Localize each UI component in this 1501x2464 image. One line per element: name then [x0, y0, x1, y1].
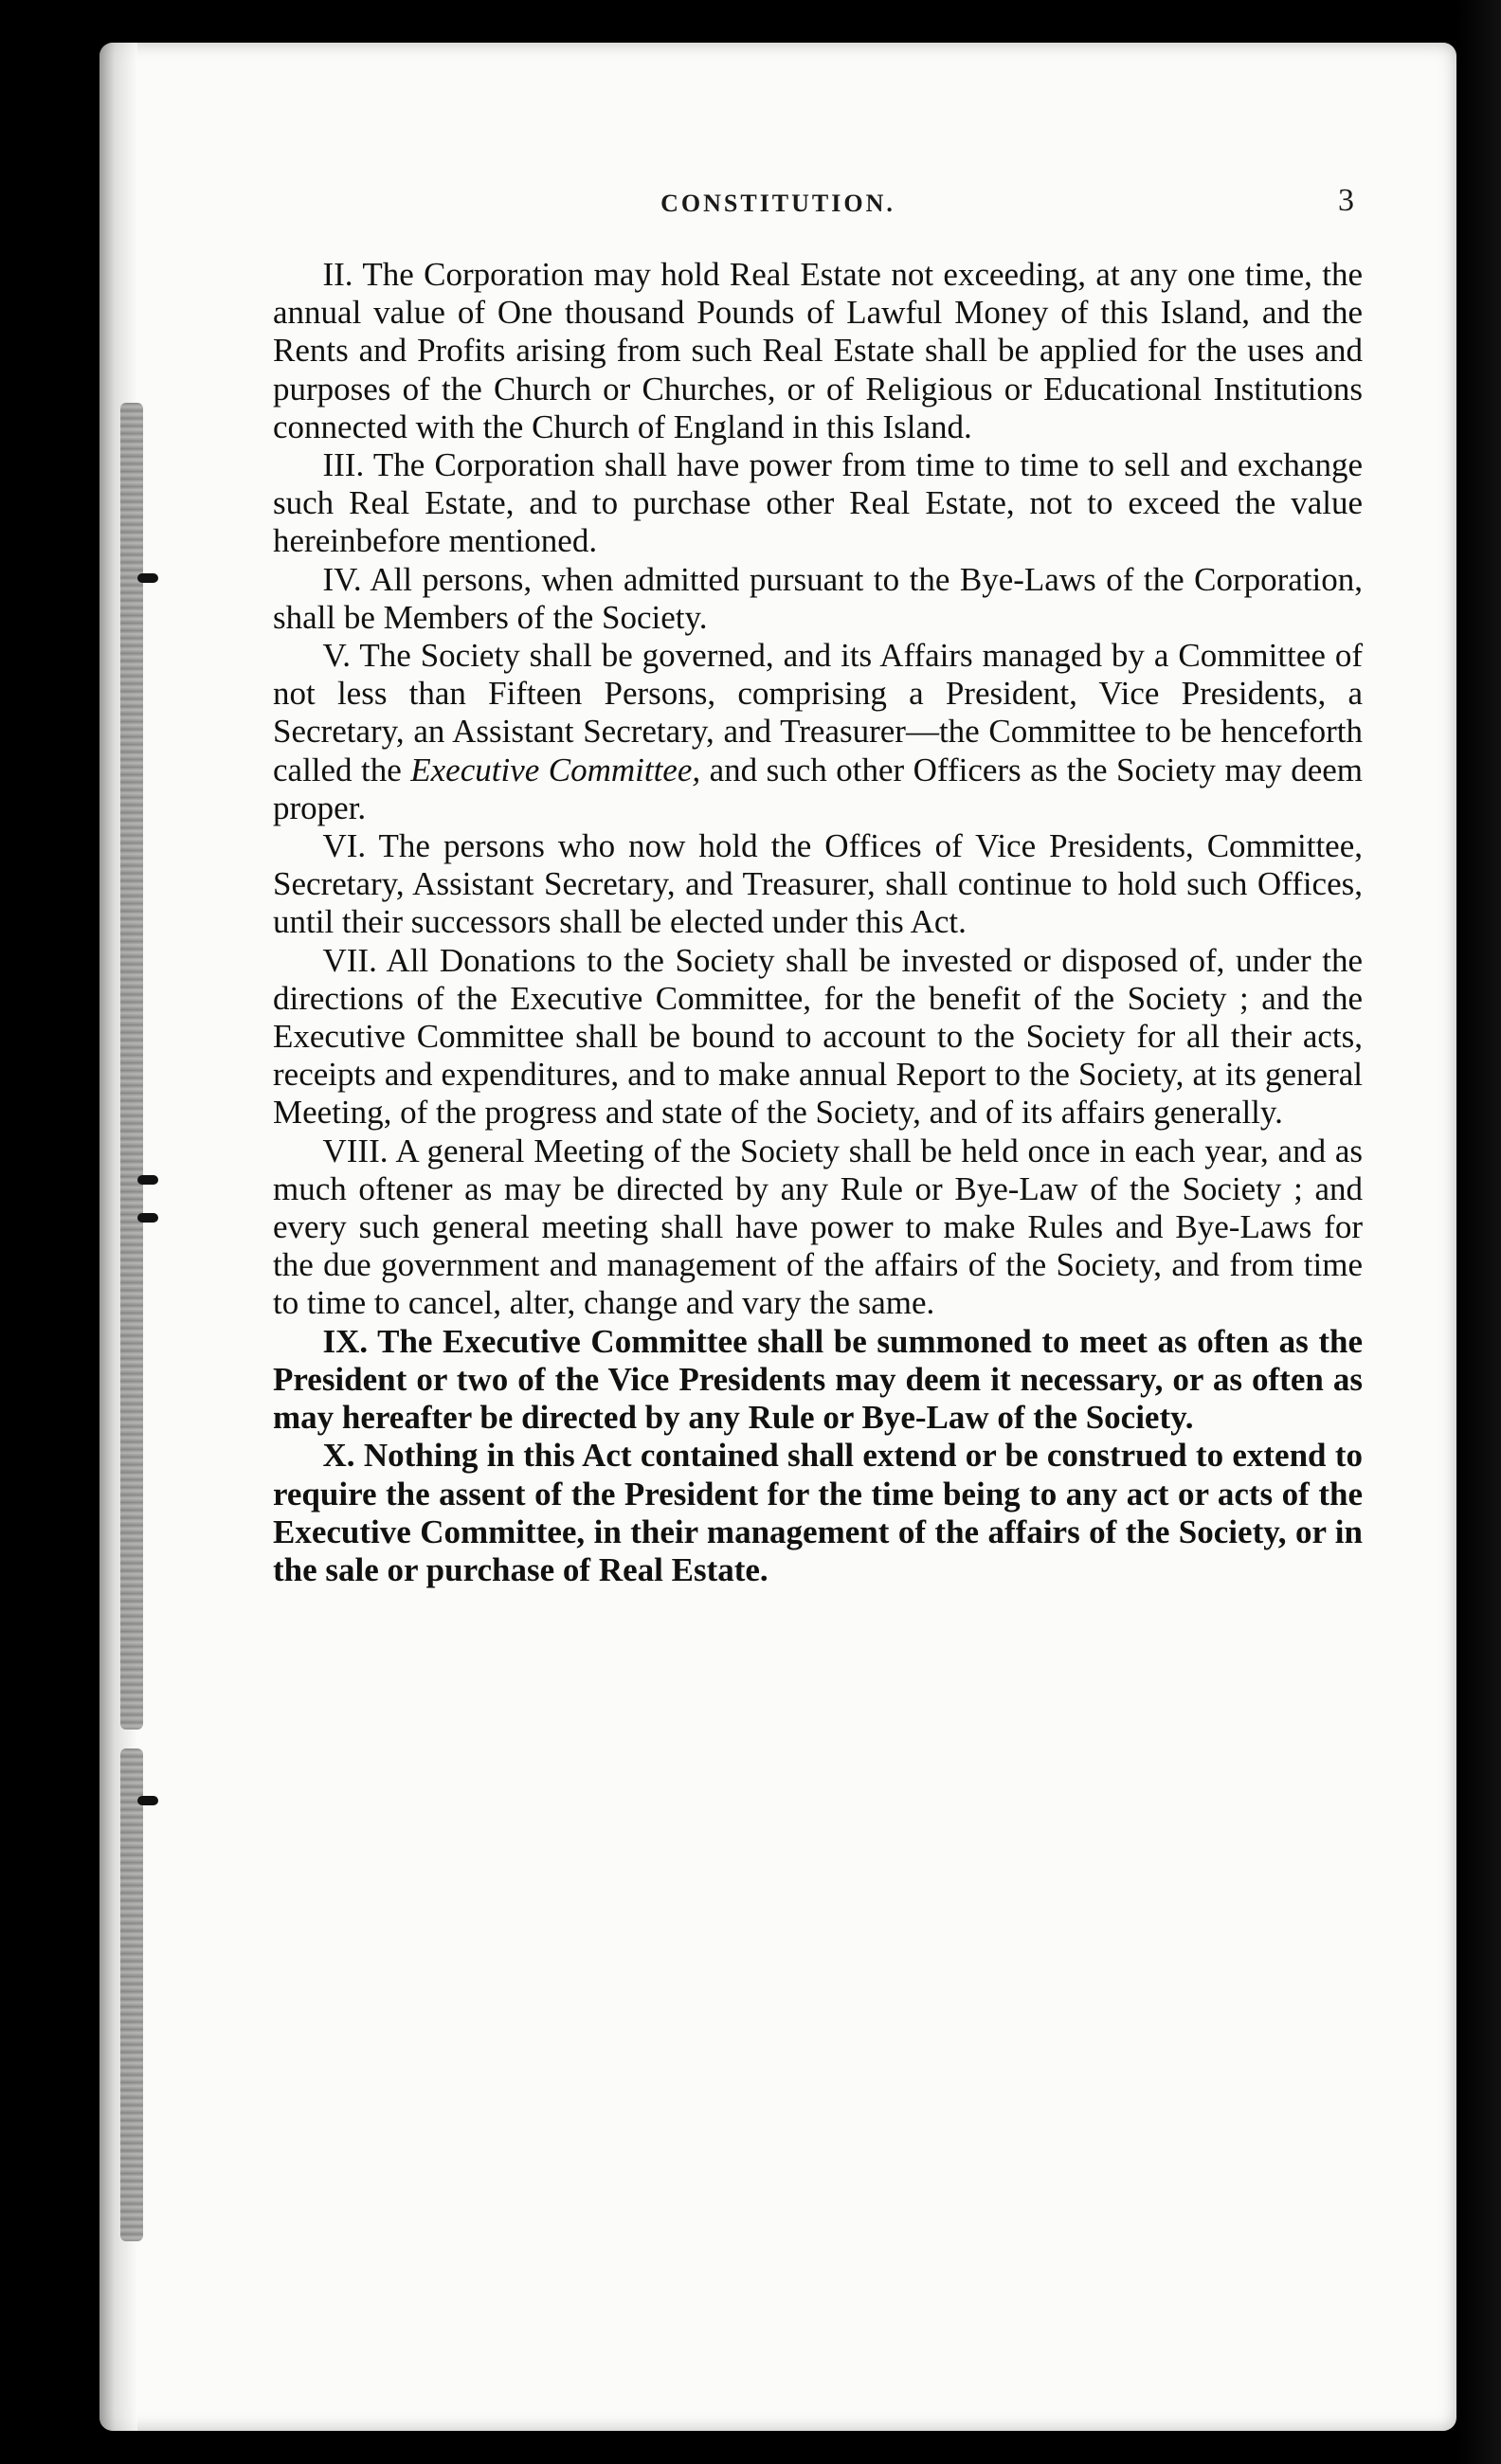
binding-stitch-mark: [137, 1796, 158, 1805]
section-number: X.: [322, 1437, 355, 1475]
section-text: All persons, when admitted pursuant to the Bye-Laws of the Corporation, shall be Members of the Society.: [273, 560, 1363, 636]
section-paragraph: [273, 942, 1363, 1132]
section-paragraph: [273, 561, 1363, 637]
section-text: The Corporation may hold Real Estate not exceeding, at any one time, the annual value of One thousand Pounds of Lawful Money of this Island, and the Rents and Profits arising from such Real Estate shall be applied for the uses and purposes of the Church or Churches, or of Religious or Educational Institutions connected with the Church of England in this Island.: [273, 256, 1364, 445]
section-paragraph: [273, 446, 1363, 561]
section-number: IX.: [322, 1322, 369, 1360]
section-paragraph: [273, 1132, 1363, 1323]
section-paragraph: [273, 637, 1363, 827]
constitution-text: [273, 256, 1363, 1589]
binding-thread: [120, 403, 143, 1730]
section-text: and such other Officers as the Society may deem proper.: [273, 751, 1364, 826]
section-number: VII.: [322, 941, 377, 979]
section-number: III.: [322, 446, 365, 484]
page-number: 3: [1338, 183, 1354, 218]
section-text: A general Meeting of the Society shall be held once in each year, and as much oftener as may be directed by any Rule or Bye-Law of the Society ; and every such general meeting shall have power to make Rules and Bye-Laws for the due government and management of the affairs of the Society, and from time to time to cancel, alter, change and vary the same.: [273, 1132, 1363, 1322]
binding-stitch-mark: [137, 1213, 158, 1223]
section-number: II.: [322, 256, 353, 293]
section-paragraph: [273, 256, 1363, 446]
section-number: V.: [322, 637, 352, 675]
binding-stitch-mark: [137, 573, 158, 583]
binding-stitch-mark: [137, 1175, 158, 1185]
section-text: Nothing in this Act contained shall extend or be construed to extend to require the assent of the President for the time being to any act or acts of the Executive Committee, in their management of the affairs of the Society, or in the sale or purchase of Real Estate.: [273, 1437, 1363, 1588]
binding-thread: [120, 1748, 143, 2241]
section-paragraph: [273, 1323, 1363, 1438]
section-number: VI.: [322, 827, 367, 865]
section-paragraph: [273, 1437, 1363, 1589]
section-text: The Executive Committee shall be summoned to meet as often as the President or two of the Vice Presidents may deem it necessary, or as often as may hereafter be directed by any Rule or Bye-Law of the Society.: [273, 1322, 1363, 1437]
book-page: [99, 43, 1456, 2431]
section-text: The Society shall be governed, and its Affairs managed by a Committee of not less than Fifteen Persons, comprising a President, Vice Presidents, a Secretary, an Assistant Secretary, and Treasurer—the Committee to be henceforth called the: [273, 637, 1363, 788]
section-text: The persons who now hold the Offices of Vice Presidents, Committee, Secretary, Assistant Secretary, and Treasurer, shall continue to hold such Offices, until their successors shall be elected under this Act.: [273, 827, 1364, 941]
scan-background-edge: [1456, 0, 1501, 2464]
section-text: All Donations to the Society shall be invested or disposed of, under the directions of the Executive Committee, for the benefit of the Society ; and the Executive Committee shall be bound to account to the Society for all their acts, receipts and expenditures, and to make annual Report to the Society, at its general Meeting, of the progress and state of the Society, and of its affairs generally.: [273, 941, 1363, 1132]
section-number: VIII.: [322, 1132, 389, 1169]
section-number: IV.: [322, 560, 362, 598]
section-italic-term: Executive Committee,: [410, 751, 701, 788]
section-paragraph: [273, 827, 1363, 942]
running-head: CONSTITUTION.: [660, 190, 895, 217]
section-text: The Corporation shall have power from time to time to sell and exchange such Real Estate, and to purchase other Real Estate, not to exceed the value hereinbefore mentioned.: [273, 446, 1363, 560]
